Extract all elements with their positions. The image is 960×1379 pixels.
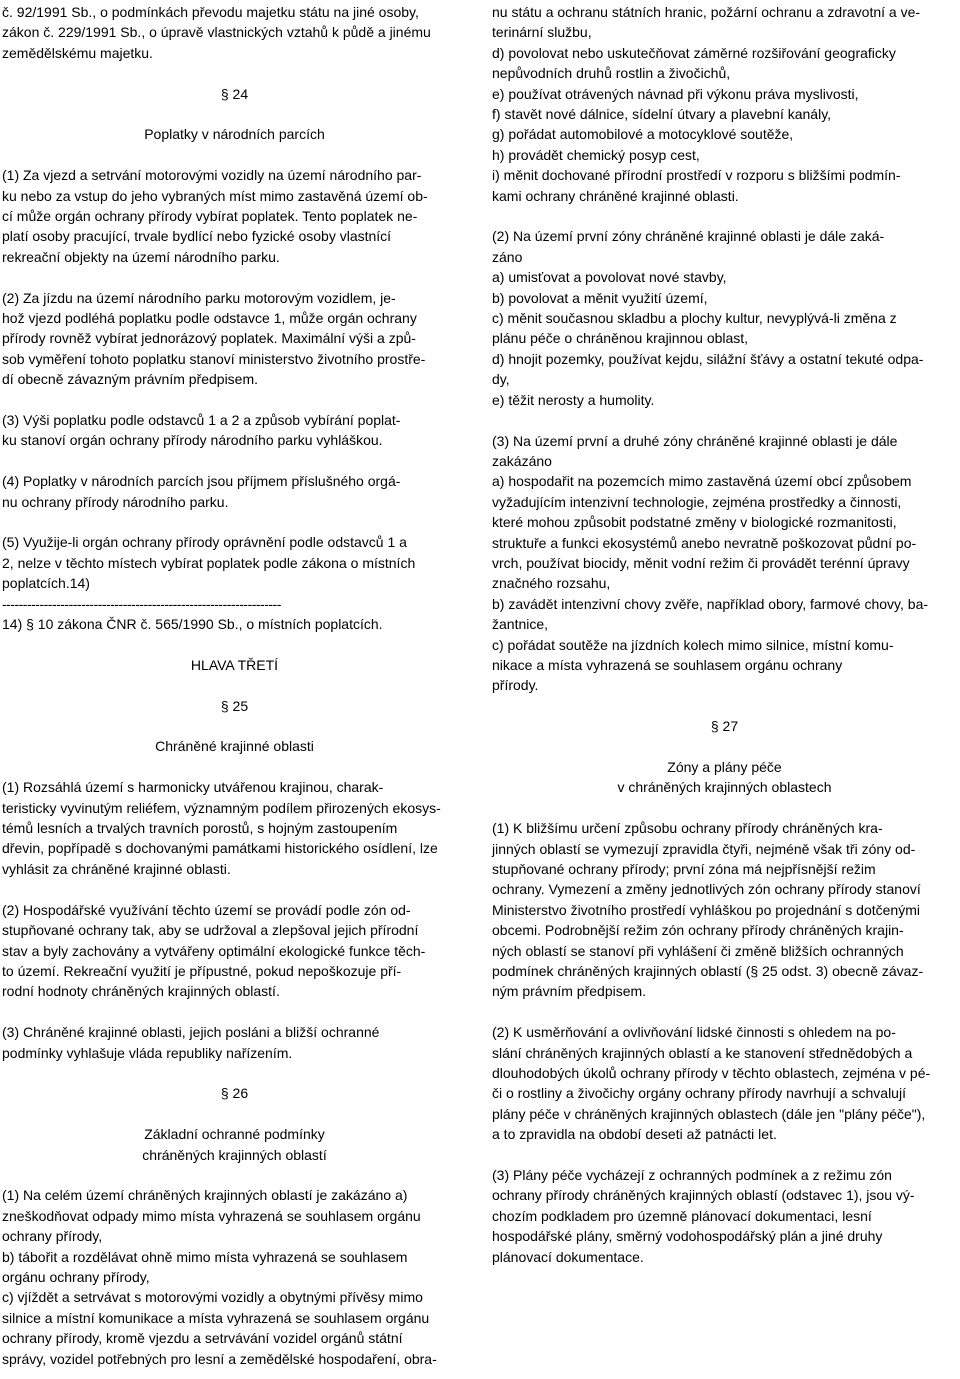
section-27-number: § 27 [710,718,739,735]
s27-paragraph-3 [492,1165,957,1267]
text-line: f) stavět nové dálnice, sídelní útvary a plavební kanály, [492,106,832,123]
text-line: e) těžit nerosty a humolity. [492,391,655,408]
text-line: c) vjíždět a setrvávat s motorovými vozidly a obytnými přívěsy mimo [2,1289,423,1306]
text-line: orgánu ochrany přírody, [2,1268,150,1285]
text-line: b) zavádět intenzivní chovy zvěře, například obory, farmové chovy, ba- [492,595,929,612]
text-line: stupňované ochrany tak, aby se udržoval a zlepšoval jejich přírodní [2,922,419,939]
text-line: stav a byly zachovány a vytvářeny optimální ekologické funkce těch- [2,942,426,959]
text-line: b) tábořit a rozdělávat ohně mimo místa vyhrazená se souhlasem [2,1248,408,1265]
text-line: záno [492,248,523,265]
footnote-14: 14) § 10 zákona ČNR č. 565/1990 Sb., o místních poplatcích. [2,616,383,633]
section-25-number: § 25 [220,697,249,714]
text-line: Ministerstvo životního prostředí vyhláškou po projednání s dotčenými [492,901,920,918]
text-line: dí obecně závazným právním předpisem. [2,371,259,388]
text-line: kami ochrany chráněné krajinné oblasti. [492,187,739,204]
text-line: žantnice, [492,616,549,633]
text-line: (2) Za jízdu na území národního parku motorovým vozidlem, je- [2,289,396,306]
text-line: (2) Na území první zóny chráněné krajinné oblasti je dále zaká- [492,228,885,245]
left-column [2,2,467,1369]
chapter-heading: HLAVA TŘETÍ [190,656,279,673]
text-line: (1) Na celém území chráněných krajinných oblastí je zakázáno a) [2,1187,408,1204]
text-line: b) povolovat a měnit využití území, [492,289,708,306]
text-line: dy, [492,371,510,388]
section-24-title: Poplatky v národních parcích [144,126,325,143]
s26-paragraph-1 [2,1185,467,1369]
text-line: (3) Chráněné krajinné oblasti, jejich posláni a bližší ochranné [2,1024,380,1041]
section-26-title-line-2: chráněných krajinných oblastí [142,1146,327,1163]
text-line: (3) Výši poplatku podle odstavců 1 a 2 a způsob vybírání poplat- [2,412,401,429]
text-line: slání chráněných krajinných oblastí a ke stanovení střednědobých a [492,1044,913,1061]
text-line: hospodářské plány, směrný vodohospodářský plán a jiné druhy [492,1228,883,1245]
text-line: ku stanoví orgán ochrany přírody národního parku vyhláškou. [2,432,383,449]
section-25-title: Chráněné krajinné oblasti [155,738,314,755]
text-line: ku nebo za vstup do jeho vybraných míst mimo zastavěná území ob- [2,187,428,204]
text-line: rodní hodnoty chráněných krajinných oblastí. [2,983,280,1000]
text-line: č. 92/1991 Sb., o podmínkách převodu majetku státu na jiné osoby, [2,4,419,20]
text-line: (3) Plány péče vycházejí z ochranných podmínek a z režimu zón [492,1167,892,1184]
text-line: (4) Poplatky v národních parcích jsou příjmem příslušného orgá- [2,473,401,490]
section-27-title-line-1: Zóny a plány péče [667,758,782,775]
text-line: podmínek chráněných krajinných oblastí (§ 25 odst. 3) obecně závaz- [492,963,924,980]
footnote-rule: ------------------------------------------------------------------- [2,595,281,612]
text-line: které mohou způsobit podstatné změny v biologické rozmanitosti, [492,514,897,531]
text-line: nu státu a ochranu státních hranic, požární ochranu a zdravotní a ve- [492,4,921,20]
text-line: silnice a místní komunikace a místa vyhrazená se souhlasem orgánu [2,1309,430,1326]
s26-continuation [492,2,957,206]
text-line: 2, nelze v těchto místech vybírat poplatek podle zákona o místních [2,554,416,571]
s27-paragraph-2 [492,1022,957,1144]
text-line: c) měnit současnou skladbu a plochy kultur, nevyplývá-li změna z [492,310,897,327]
text-line: ochrany přírody, kromě vjezdu a setrvávání vozidel orgánů státní [2,1330,403,1347]
text-line: ochrany. Vymezení a změny jednotlivých zón ochrany přírody stanoví [492,881,921,898]
intro-paragraph [2,2,467,63]
text-line: (1) Rozsáhlá území s harmonicky utvářenou krajinou, charak- [2,779,384,796]
text-line: cí může orgán ochrany přírody vybírat poplatek. Tento poplatek ne- [2,208,418,225]
text-line: (2) Hospodářské využívání těchto území se provádí podle zón od- [2,901,411,918]
text-line: i) měnit dochované přírodní prostředí v rozporu s bližšími podmín- [492,167,901,184]
text-line: (1) K bližšímu určení způsobu ochrany přírody chráněných kra- [492,820,883,837]
s24-paragraph-5 [2,532,467,593]
text-line: nu ochrany přírody národního parku. [2,493,229,510]
text-line: dlouhodobých úkolů ochrany přírody v těchto oblastech, zejména v pé- [492,1065,931,1082]
s24-paragraph-3 [2,410,467,451]
text-line: obcemi. Podrobnější režim zón ochrany přírody chráněných krajin- [492,922,904,939]
s25-paragraph-1 [2,777,467,879]
text-line: poplatcích.14) [2,575,90,592]
text-line: platí osoby pracující, trvale bydlící nebo fyzické osoby vlastnící [2,228,392,245]
text-line: zakázáno [492,452,552,469]
s26-paragraph-3 [492,431,957,696]
text-line: chozím podkladem pro územně plánovací dokumentaci, lesní [492,1207,872,1224]
text-line: h) provádět chemický posyp cest, [492,146,700,163]
text-line: správy, vozidel potřebných pro lesní a zemědělské hospodaření, obra- [2,1350,437,1367]
text-line: témů lesních a trvalých travních porostů, s hojným zastoupením [2,820,398,837]
text-line: ným právním předpisem. [492,983,647,1000]
text-line: či o rostliny a živočichy orgány ochrany přírody navrhují a schvalují [492,1085,906,1102]
s25-paragraph-2 [2,900,467,1002]
s24-paragraph-4 [2,471,467,512]
text-line: (1) Za vjezd a setrvání motorovými vozidly na území národního par- [2,167,422,184]
text-line: ochrany přírody chráněných krajinných oblastí (odstavec 1), jsou vý- [492,1187,915,1204]
s24-paragraph-1 [2,165,467,267]
text-line: značného rozsahu, [492,575,611,592]
text-line: vyhlásit za chráněné krajinné oblasti. [2,860,231,877]
text-line: rekreační objekty na území národního parku. [2,248,280,265]
section-27-title-line-2: v chráněných krajinných oblastech [617,779,832,796]
text-line: nikace a místa vyhrazená se souhlasem orgánu ochrany [492,656,843,673]
text-line: podmínky vyhlašuje vláda republiky nařízením. [2,1044,293,1061]
text-line: e) používat otrávených návnad při výkonu práva myslivosti, [492,85,859,102]
text-line: teristicky vyvinutým reliéfem, významným podílem přirozených ekosys- [2,799,441,816]
text-line: c) pořádat soutěže na jízdních kolech mimo silnice, místní komu- [492,636,894,653]
section-24-number: § 24 [220,85,249,102]
section-26-title-line-1: Základní ochranné podmínky [144,1126,325,1143]
text-line: vrch, používat biocidy, měnit vodní režim či provádět terénní úpravy [492,554,910,571]
text-line: vyžadujícím intenzivní technologie, zejména prostředky a činnosti, [492,493,902,510]
text-line: ných oblastí se stanoví při vyhlášení či změně bližších ochranných [492,942,904,959]
text-line: d) povolovat nebo uskutečňovat záměrné rozšiřování geograficky [492,44,896,61]
text-line: zákon č. 229/1991 Sb., o úpravě vlastnických vztahů k půdě a jinému [2,24,431,41]
text-line: dřevin, popřípadě s dochovanými památkami historického osídlení, lze [2,840,438,857]
text-line: nepůvodních druhů rostlin a živočichů, [492,65,731,82]
text-line: (3) Na území první a druhé zóny chráněné krajinné oblasti je dále [492,432,898,449]
right-column [492,2,957,1267]
text-line: jinných oblastí se vymezují zpravidla čtyři, nejméně však tři zóny od- [492,840,916,857]
s26-paragraph-2 [492,226,957,410]
text-line: plánovací dokumentace. [492,1248,644,1265]
text-line: sob vyměření tohoto poplatku stanoví ministerstvo životního prostře- [2,350,426,367]
text-line: struktuře a funkci ekosystémů anebo nevratně poškozovat půdní po- [492,534,917,551]
text-line: stupňované ochrany přírody; první zóna má nejpřísnější režim [492,860,876,877]
s25-paragraph-3 [2,1022,467,1063]
text-line: přírody. [492,677,539,694]
s24-paragraph-2 [2,288,467,390]
text-line: a to zpravidla na období deseti až patnácti let. [492,1126,777,1143]
text-line: (5) Využije-li orgán ochrany přírody oprávnění podle odstavců 1 a [2,534,407,551]
text-line: a) umisťovat a povolovat nové stavby, [492,269,727,286]
text-line: a) hospodařit na pozemcích mimo zastavěná území obcí způsobem [492,473,912,490]
text-line: to území. Rekreační využití je přípustné, pokud nepoškozuje pří- [2,962,402,979]
text-line: g) pořádat automobilové a motocyklové soutěže, [492,126,794,143]
s27-paragraph-1 [492,818,957,1002]
text-line: plánu péče o chráněnou krajinnou oblast, [492,330,749,347]
text-line: zemědělskému majetku. [2,44,153,61]
text-line: (2) K usměrňování a ovlivňování lidské činnosti s ohledem na po- [492,1024,896,1041]
text-line: ochrany přírody, [2,1228,103,1245]
text-line: terinární službu, [492,24,592,41]
text-line: d) hnojit pozemky, používat kejdu, silážní šťávy a ostatní tekuté odpa- [492,350,924,367]
text-line: plány péče v chráněných krajinných oblastech (dále jen "plány péče"), [492,1105,926,1122]
text-line: přírody rovněž vybírat jednorázový poplatek. Maximální výši a způ- [2,330,416,347]
text-line: zneškodňovat odpady mimo místa vyhrazená se souhlasem orgánu [2,1207,421,1224]
section-26-number: § 26 [220,1085,249,1102]
text-line: hož vjezd podléhá poplatku podle odstavce 1, může orgán ochrany [2,310,417,327]
